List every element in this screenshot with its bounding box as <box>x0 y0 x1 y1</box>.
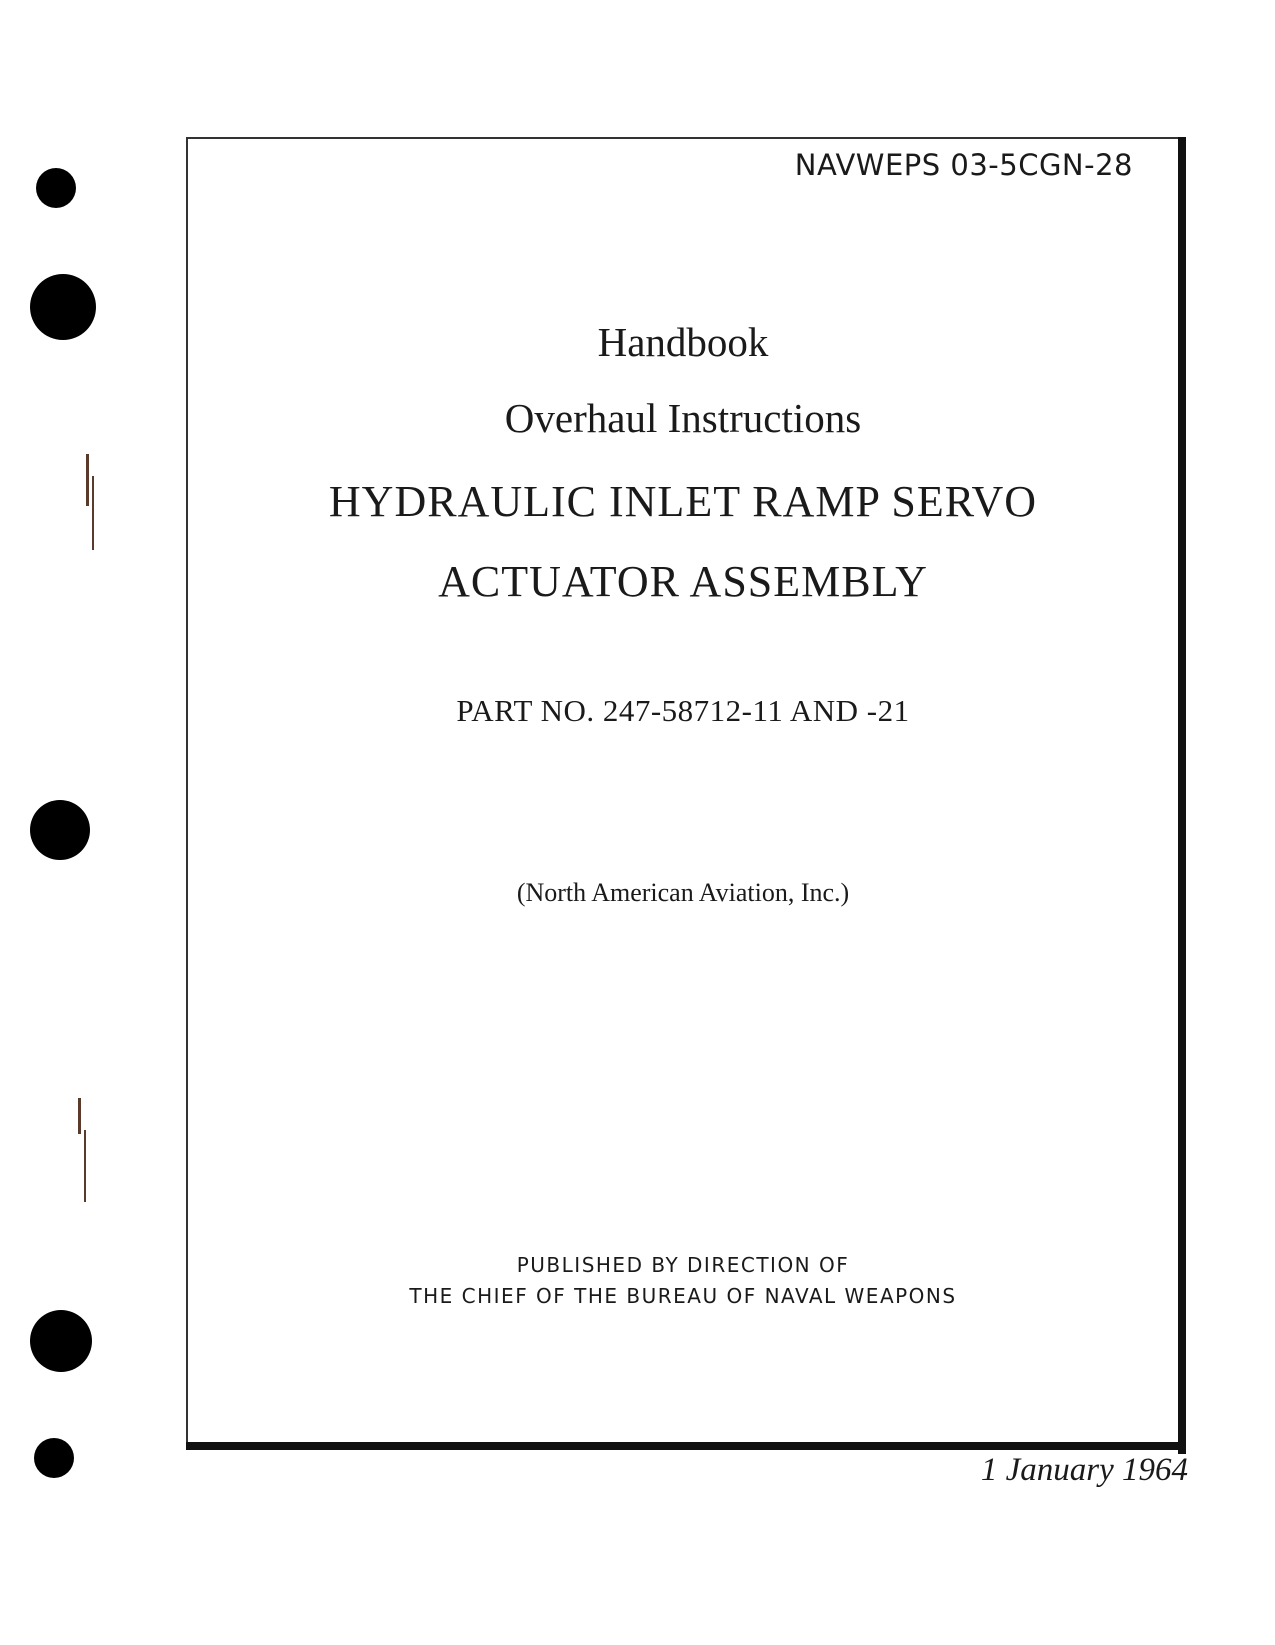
binder-hole <box>30 800 90 860</box>
frame-border-bottom <box>186 1442 1186 1450</box>
binder-hole <box>34 1438 74 1478</box>
manufacturer: (North American Aviation, Inc.) <box>516 878 850 907</box>
publisher-line-2: THE CHIEF OF THE BUREAU OF NAVAL WEAPONS <box>409 1284 957 1308</box>
binder-hole <box>30 274 96 340</box>
publisher-line-1: PUBLISHED BY DIRECTION OF <box>516 1253 850 1277</box>
title-line-2: ACTUATOR ASSEMBLY <box>438 557 928 606</box>
scan-mark <box>92 476 94 550</box>
publication-date: 1 January 1964 <box>980 1452 1188 1488</box>
title-line-1: HYDRAULIC INLET RAMP SERVO <box>328 477 1038 526</box>
binder-hole <box>30 1310 92 1372</box>
frame-border-right <box>1178 137 1186 1454</box>
part-number: PART NO. 247-58712-11 AND -21 <box>456 693 910 728</box>
document-number: NAVWEPS 03-5CGN-28 <box>794 148 1133 182</box>
handbook-heading: Handbook <box>597 319 769 365</box>
binder-hole <box>36 168 76 208</box>
overhaul-subheading: Overhaul Instructions <box>504 395 862 441</box>
frame-border-top <box>186 137 1184 139</box>
scan-mark <box>84 1130 86 1202</box>
scan-mark <box>86 454 89 506</box>
scan-mark <box>78 1098 81 1134</box>
